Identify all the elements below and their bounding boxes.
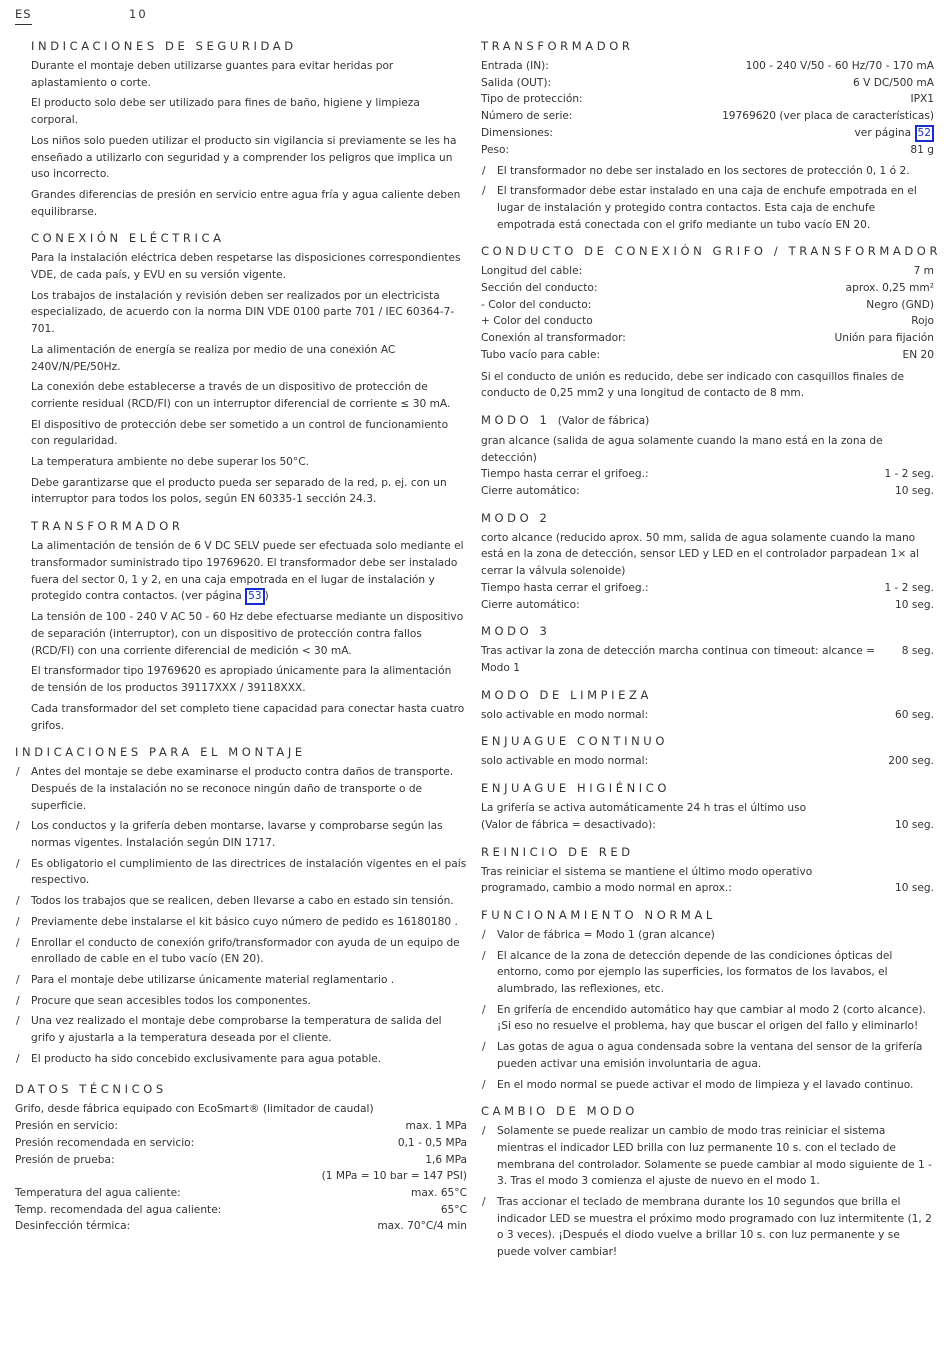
spec-value: 1 - 2 seg. (884, 468, 934, 481)
spec-label: Sección del conducto: (481, 282, 598, 295)
spec-value: Negro (GND) (866, 298, 934, 311)
section-title: MODO 3 (481, 624, 551, 639)
paragraph-text: La alimentación de tensión de 6 V DC SELV puede ser efectuada solo mediante el transformador suministrado tipo 19769620. El transformador debe ser instalado fuera del sector 0, 1 y 2, en una caja empotrada en el lugar de instalación y protegido contra contactos. (ver página (31, 540, 464, 603)
list-item: / El transformador debe estar instalado en una caja de enchufe empotrada en el lugar de instalación y protegido contra contactos. Esta caja de enchufe empotrada está conectada con el grifo mediante un tubo vacío EN 20. (481, 183, 934, 233)
spec-value: 200 seg. (888, 755, 934, 768)
spec-value (855, 125, 934, 142)
transformador-list (481, 163, 934, 234)
spec-row (481, 466, 934, 483)
list-item: / Las gotas de agua o agua condensada sobre la ventana del sensor de la grifería pueden activar una emisión involuntaria de agua. (481, 1039, 934, 1072)
spec-label: Desinfección térmica: (15, 1220, 131, 1233)
paragraph: Para la instalación eléctrica deben respetarse las disposiciones correspondientes VDE, de cada país, y EVU en su versión vigente. (31, 252, 461, 282)
spec-label: Dimensiones: (481, 126, 553, 139)
dim-text: ver página (854, 126, 912, 139)
spec-label: solo activable en modo normal: (481, 755, 649, 768)
spec-row (481, 58, 934, 75)
spec-row (481, 817, 934, 834)
spec-row (481, 707, 934, 724)
section-title: MODO DE LIMPIEZA (481, 687, 652, 702)
spec-row (481, 347, 934, 364)
paragraph: El dispositivo de protección debe ser sometido a un control de funcionamiento con regularidad. (31, 418, 449, 448)
spec-label: Presión de prueba: (15, 1153, 115, 1166)
list-item: / Antes del montaje se debe examinarse el producto contra daños de transporte. Después de la instalación no se reconoce ningún daño de transporte o de superficie. (15, 764, 467, 814)
spec-value: 100 - 240 V/50 - 60 Hz/70 - 170 mA (745, 60, 934, 72)
paragraph: Si el conducto de unión es reducido, debe ser indicado con casquillos finales de conducto de 0,25 mm2 y una longitud de contacto de 8 mm. (481, 370, 905, 400)
spec-value: Rojo (911, 315, 934, 328)
spec-label: Conexión al transformador: (481, 332, 626, 345)
list-item: / Procure que sean accesibles todos los componentes. (15, 993, 467, 1010)
section-title: CONEXIÓN ELÉCTRICA (31, 231, 225, 246)
list-item: / Una vez realizado el montaje debe comprobarse la temperatura de salida del grifo y ajustarla a la temperatura deseada por el cliente. (15, 1013, 467, 1046)
section-title (481, 412, 934, 430)
spec-label: Temperatura del agua caliente: (15, 1186, 181, 1199)
paragraph: La alimentación de energía se realiza por medio de una conexión AC 240V/N/PE/50Hz. (31, 343, 396, 373)
list-item: / Enrollar el conducto de conexión grifo/transformador con ayuda de un equipo de enrollado de cable en el tubo vacío (EN 20). (15, 935, 467, 968)
spec-row (481, 125, 934, 142)
section-title: INDICACIONES DE SEGURIDAD (31, 39, 297, 53)
section-modo-limpieza (481, 687, 934, 724)
section-cambio-modo (481, 1103, 934, 1261)
spec-row (481, 753, 934, 770)
paragraph: Los trabajos de instalación y revisión deben ser realizados por un electricista especializado, de acuerdo con la norma DIN VDE 0100 parte 701 / IEC 60364-7-701. (31, 289, 455, 336)
list-item: / En grifería de encendido automático hay que cambiar al modo 2 (corto alcance). ¡Si eso no resuelve el problema, hay que buscar el origen del fallo y eliminarlo! (481, 1002, 934, 1035)
section-funcionamiento-normal (481, 907, 934, 1093)
description-line: Tras reiniciar el sistema se mantiene el último modo operativo (481, 865, 813, 878)
spec-label: programado, cambio a modo normal en aprox.: (481, 882, 732, 895)
paragraph (15, 538, 467, 605)
spec-row (481, 297, 934, 314)
section-modo-1 (481, 412, 934, 500)
spec-value: 1 - 2 seg. (884, 581, 934, 594)
mode-title: MODO 1 (481, 412, 551, 427)
spec-value: max. 1 MPa (405, 1120, 467, 1133)
section-conexion-electrica (15, 230, 467, 508)
paren-close: ) (264, 590, 269, 603)
paragraph: Durante el montaje deben utilizarse guantes para evitar heridas por aplastamiento o corte. (31, 60, 394, 89)
section-datos-tecnicos (15, 1081, 467, 1235)
section-enjuague-higienico (481, 780, 934, 833)
spec-row (481, 108, 934, 125)
spec-row (481, 580, 934, 597)
page-ref-link[interactable]: 52 (915, 125, 934, 142)
section-title: CONDUCTO DE CONEXIÓN GRIFO / TRANSFORMADOR (481, 244, 942, 259)
spec-row (481, 330, 934, 347)
list-item: / Tras accionar el teclado de membrana durante los 10 segundos que brilla el indicador LED se muestra el próximo modo programado con luz intermitente (1, 2 o 3 veces). ¡Después el diodo vuelve a brillar 10 s. con luz permanente y se puede volver cambiar! (481, 1194, 934, 1261)
list-item: / El producto ha sido concebido exclusivamente para agua potable. (15, 1051, 467, 1068)
paragraph: Grandes diferencias de presión en servicio entre agua fría y agua caliente deben equilibrarse. (31, 188, 461, 218)
section-title: MODO 2 (481, 510, 551, 525)
mode-description: gran alcance (salida de agua solamente cuando la mano está en la zona de detección) (481, 434, 883, 464)
spec-value: 65°C (440, 1203, 467, 1216)
spec-value: 6 V DC/500 mA (853, 76, 934, 89)
section-seguridad (15, 38, 467, 220)
spec-label: Salida (OUT): (481, 76, 552, 89)
language-code: ES (15, 6, 32, 25)
paragraph: Cada transformador del set completo tiene capacidad para conectar hasta cuatro grifos. (31, 702, 465, 732)
section-transformador-left (15, 518, 467, 734)
list-item: / Todos los trabajos que se realicen, deben llevarse a cabo en estado sin tensión. (15, 893, 467, 910)
spec-label: Número de serie: (481, 110, 573, 123)
spec-label: Tras activar la zona de detección marcha continua con timeout: alcance = Modo 1 (481, 645, 876, 674)
spec-value: aprox. 0,25 mm² (845, 282, 934, 295)
spec-row (481, 91, 934, 108)
spec-label: (Valor de fábrica = desactivado): (481, 818, 656, 831)
section-title: ENJUAGUE CONTINUO (481, 734, 668, 749)
description-line: La grifería se activa automáticamente 24 h tras el último uso (481, 802, 807, 815)
page-ref-link[interactable]: 53 (245, 588, 264, 605)
list-item: / Es obligatorio el cumplimiento de las directrices de instalación vigentes en el país respectivo. (15, 856, 467, 889)
spec-label: Longitud del cable: (481, 265, 583, 278)
spec-row (481, 313, 934, 330)
spec-row (481, 75, 934, 92)
paragraph: El transformador tipo 19769620 es apropiado únicamente para la alimentación de tensión de los productos 39117XXX / 39118XXX. (31, 665, 452, 695)
section-title: TRANSFORMADOR (31, 519, 184, 534)
spec-row (15, 1185, 467, 1202)
spec-value: 8 seg. (901, 645, 934, 658)
spec-row (15, 1135, 467, 1152)
spec-row (481, 880, 934, 897)
list-item: / En el modo normal se puede activar el modo de limpieza y el lavado continuo. (481, 1077, 934, 1094)
section-montaje (15, 744, 467, 1067)
paragraph: La temperatura ambiente no debe superar los 50°C. (31, 456, 309, 469)
spec-value: 10 seg. (895, 882, 934, 895)
spec-row (481, 597, 934, 614)
spec-row (15, 1168, 467, 1185)
spec-row (15, 1202, 467, 1219)
spec-label: - Color del conducto: (481, 298, 592, 311)
spec-row (481, 483, 934, 500)
section-title: DATOS TÉCNICOS (15, 1082, 167, 1097)
list-item: / Previamente debe instalarse el kit básico cuyo número de pedido es 16180180 . (15, 914, 467, 931)
list-item: / Solamente se puede realizar un cambio de modo tras reiniciar el sistema mientras el indicador LED brilla con luz permanente 10 s. con el teclado de membrana del controlador. Solamente se puede cambiar al modo siguiente de 1 - 3. Tras el modo 3 comienza el ajuste de nuevo en el modo 1. (481, 1123, 934, 1190)
spec-value: 7 m (913, 265, 934, 278)
spec-value: 10 seg. (895, 598, 934, 611)
spec-row (15, 1118, 467, 1135)
paragraph: Los niños solo pueden utilizar el producto sin vigilancia si previamente se les ha enseñado a utilizarlo con seguridad y a comprender los peligros que implica un uso incorrecto. (31, 134, 457, 181)
section-title: CAMBIO DE MODO (481, 1104, 638, 1119)
section-modo-3 (481, 623, 934, 676)
spec-label: Peso: (481, 143, 510, 156)
left-column (15, 38, 467, 1245)
spec-value: max. 65°C (411, 1186, 467, 1199)
spec-label: Cierre automático: (481, 485, 580, 498)
mode-description: corto alcance (reducido aprox. 50 mm, salida de agua solamente cuando la mano está en la zona de detección, sensor LED y LED en el controlador parpadean 1× al cerrar la válvula solenoide) (481, 531, 920, 578)
mode-subtitle: (Valor de fábrica) (557, 414, 650, 427)
list-item: / Los conductos y la grifería deben montarse, lavarse y comprobarse según las normas vigentes. Instalación según DIN 1717. (15, 818, 467, 851)
section-title: INDICACIONES PARA EL MONTAJE (15, 745, 306, 760)
right-column (481, 38, 942, 1271)
spec-row (15, 1218, 467, 1235)
spec-value: 1,6 MPa (425, 1153, 467, 1166)
section-reinicio-red (481, 844, 934, 897)
spec-row (481, 643, 934, 676)
paragraph: La tensión de 100 - 240 V AC 50 - 60 Hz debe efectuarse mediante un dispositivo de separación (interruptor), con un dispositivo de protección contra fallos (RCD/FI) con una corriente diferencial de medición < 30 mA. (31, 611, 464, 657)
spec-label: Tiempo hasta cerrar el grifoeg.: (481, 581, 649, 594)
spec-label: + Color del conducto (481, 315, 593, 328)
list-item: / El transformador no debe ser instalado en los sectores de protección 0, 1 ó 2. (481, 163, 934, 180)
spec-label: Cierre automático: (481, 598, 580, 611)
datos-intro: Grifo, desde fábrica equipado con EcoSmart® (limitador de caudal) (15, 1103, 374, 1116)
spec-value: IPX1 (910, 93, 934, 106)
spec-row (15, 1152, 467, 1169)
funcionamiento-list (481, 927, 934, 1093)
spec-row (481, 142, 934, 159)
spec-value: 0,1 - 0,5 MPa (397, 1136, 467, 1149)
page-number: 10 (129, 7, 148, 21)
spec-label: Temp. recomendada del agua caliente: (15, 1203, 222, 1216)
section-title: TRANSFORMADOR (481, 39, 634, 53)
spec-label: Entrada (IN): (481, 60, 549, 72)
spec-label: Presión en servicio: (15, 1120, 118, 1133)
spec-row (481, 280, 934, 297)
spec-value: Unión para fijación (834, 332, 934, 345)
cambio-list (481, 1123, 934, 1261)
section-title: ENJUAGUE HIGIÉNICO (481, 781, 671, 796)
spec-value: EN 20 (902, 348, 934, 361)
section-title: FUNCIONAMIENTO NORMAL (481, 907, 716, 922)
section-title: REINICIO DE RED (481, 844, 634, 859)
spec-value: 60 seg. (895, 708, 934, 721)
spec-value: max. 70°C/4 min (377, 1220, 467, 1233)
spec-label: solo activable en modo normal: (481, 708, 649, 721)
spec-value: 19769620 (ver placa de características) (722, 110, 934, 123)
paragraph: El producto solo debe ser utilizado para fines de baño, higiene y limpieza corporal. (31, 97, 420, 127)
spec-label: Tipo de protección: (481, 93, 583, 106)
montaje-list (15, 764, 467, 1067)
list-item: / Para el montaje debe utilizarse únicamente material reglamentario . (15, 972, 467, 989)
spec-value: 81 g (910, 143, 934, 156)
section-enjuague-continuo (481, 733, 934, 770)
list-item: / El alcance de la zona de detección depende de las condiciones ópticas del entorno, como por ejemplo las superficies, los formatos de los lavabos, el alumbrado, las reflexiones, etc. (481, 948, 934, 998)
section-modo-2 (481, 510, 934, 614)
paragraph: La conexión debe establecerse a través de un dispositivo de protección de corriente residual (RCD/FI) con un interruptor diferencial de corriente ≤ 30 mA. (31, 381, 451, 410)
spec-label: Tiempo hasta cerrar el grifoeg.: (481, 468, 649, 481)
section-conducto (481, 243, 942, 402)
spec-label: Presión recomendada en servicio: (15, 1136, 195, 1149)
spec-value: 10 seg. (895, 818, 934, 831)
list-item: / Valor de fábrica = Modo 1 (gran alcance) (481, 927, 934, 944)
spec-value: (1 MPa = 10 bar = 147 PSI) (321, 1170, 467, 1183)
spec-value: 10 seg. (895, 485, 934, 498)
spec-row (481, 263, 934, 280)
section-transformador-right (481, 38, 934, 233)
spec-label: Tubo vacío para cable: (481, 348, 601, 361)
paragraph: Debe garantizarse que el producto pueda ser separado de la red, p. ej. con un interruptor para todos los polos, según EN 60335-1 sección 24.3. (31, 476, 447, 506)
